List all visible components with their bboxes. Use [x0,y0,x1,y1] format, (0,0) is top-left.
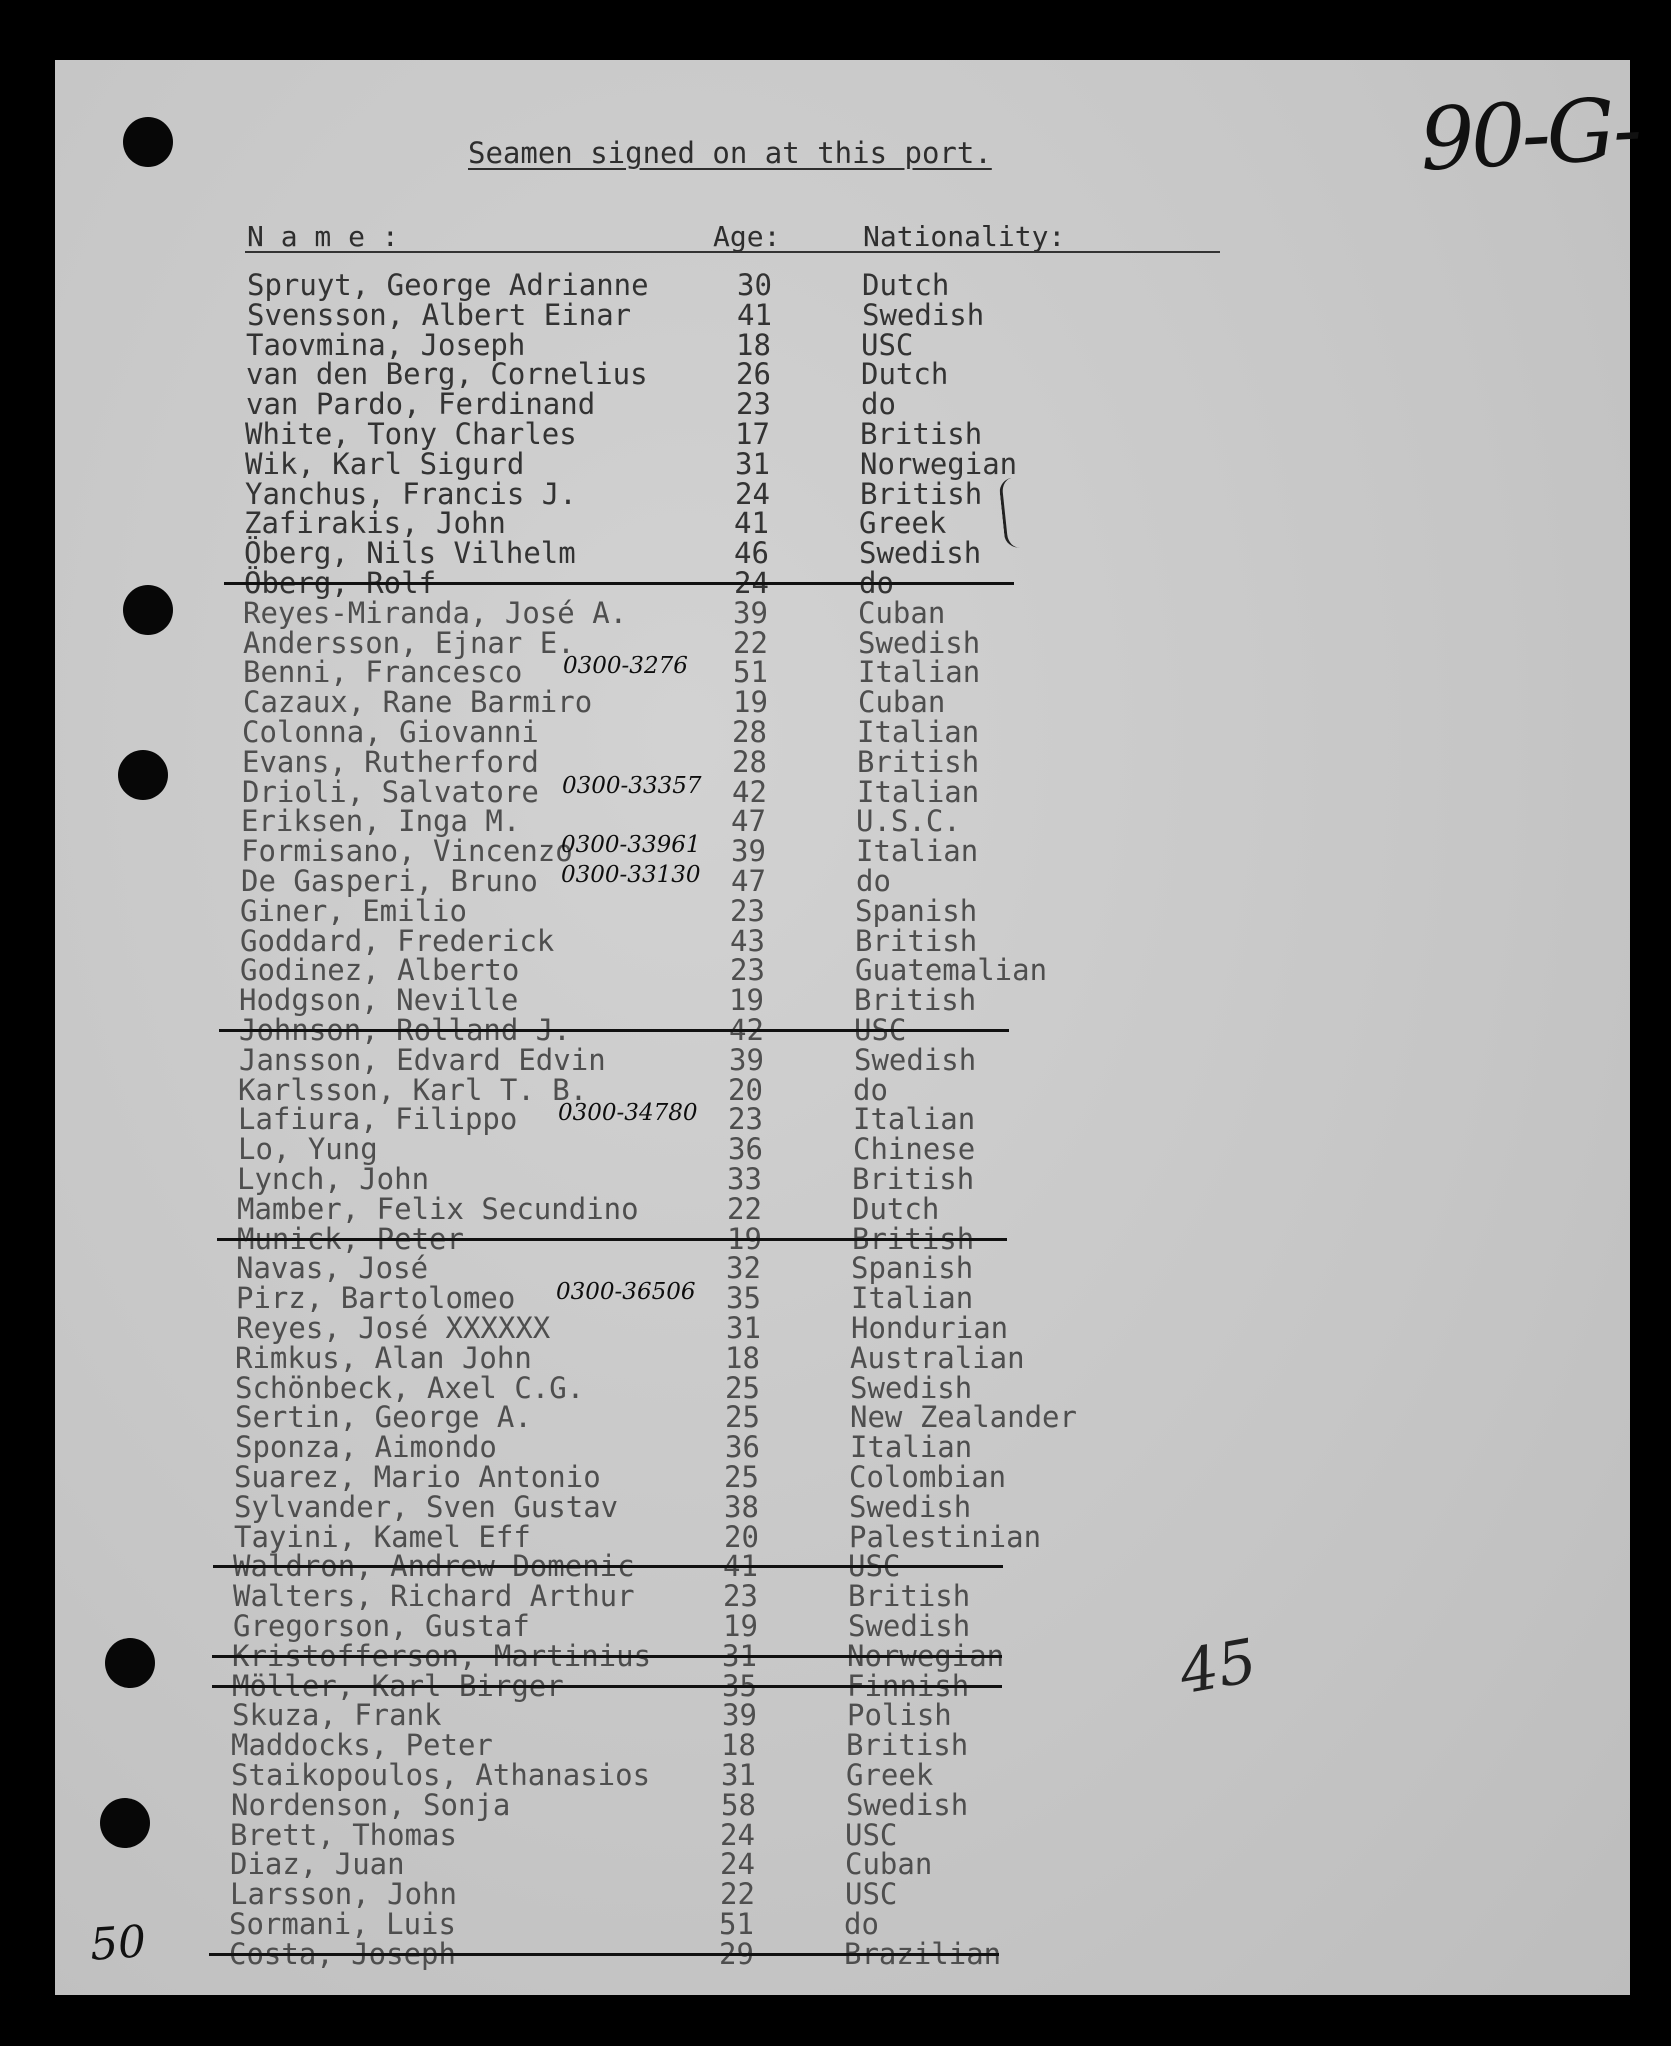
seaman-name: Wik, Karl Sigurd [245,447,525,481]
table-row [241,804,1141,838]
seaman-name: Formisano, Vincenzo [241,834,573,868]
seaman-name: Karlsson, Karl T. B. [238,1073,588,1107]
handwritten-reference-number: 0300-33961 [561,832,701,858]
seaman-nationality: Colombian [849,1460,1007,1494]
seaman-age: 51 [719,1907,754,1941]
seaman-nationality: USC [848,1549,901,1583]
handwritten-page-number: 50 [88,1916,148,1971]
seaman-name: Jansson, Edvard Edvin [239,1043,606,1077]
seaman-name: Zafirakis, John [244,506,506,540]
handwritten-reference-number: 0300-3276 [563,653,688,679]
seaman-nationality: do [856,864,891,898]
seaman-nationality: Swedish [846,1788,969,1822]
seaman-age: 23 [728,1102,763,1136]
table-row [239,1013,1139,1047]
table-row [238,1132,1138,1166]
seaman-age: 25 [725,1400,760,1434]
seaman-nationality: do [861,387,896,421]
table-row [243,596,1143,630]
seaman-nationality: Greek [859,506,947,540]
table-row [235,1371,1135,1405]
seaman-nationality: Polish [847,1698,952,1732]
seaman-age: 24 [720,1847,755,1881]
punch-hole [123,585,173,635]
table-row [247,298,1147,332]
seaman-age: 24 [734,566,769,600]
table-row [234,1490,1134,1524]
seaman-age: 23 [730,894,765,928]
seaman-nationality: Cuban [858,596,946,630]
strikethrough-line [224,582,1014,585]
seaman-nationality: Guatemalian [855,953,1048,987]
strikethrough-line [217,1238,1007,1241]
handwritten-reference-number: 0300-33357 [562,773,702,799]
table-row [230,1847,1130,1881]
table-row [229,1907,1129,1941]
seaman-name: Godinez, Alberto [240,953,520,987]
table-row [237,1192,1137,1226]
seaman-nationality: Swedish [849,1490,972,1524]
seaman-name: Johnson, Rolland J. [239,1013,571,1047]
table-row [238,1073,1138,1107]
seaman-age: 38 [724,1490,759,1524]
seaman-nationality: USC [861,328,914,362]
seaman-nationality: Italian [851,1281,974,1315]
seaman-age: 22 [727,1192,762,1226]
seaman-nationality: British [846,1728,969,1762]
table-row [246,387,1146,421]
seaman-nationality: Greek [846,1758,934,1792]
seaman-age: 19 [729,983,764,1017]
table-row [235,1430,1135,1464]
seaman-name: Svensson, Albert Einar [247,298,632,332]
header-rule [245,251,1220,253]
table-row [240,924,1140,958]
seaman-nationality: Palestinian [849,1520,1042,1554]
seaman-age: 39 [729,1043,764,1077]
seaman-age: 36 [725,1430,760,1464]
seaman-nationality: do [853,1073,888,1107]
punch-hole [123,117,173,167]
seaman-age: 31 [735,447,770,481]
seaman-nationality: Dutch [852,1192,940,1226]
seaman-age: 26 [736,357,771,391]
table-row [242,745,1142,779]
seaman-nationality: Italian [858,655,981,689]
table-row [237,1222,1137,1256]
table-row [234,1460,1134,1494]
seaman-age: 31 [722,1639,757,1673]
seaman-nationality: Italian [857,715,980,749]
seaman-nationality: do [859,566,894,600]
table-row [235,1400,1135,1434]
seaman-name: Andersson, Ejnar E. [243,626,575,660]
seaman-age: 42 [732,775,767,809]
seaman-name: Möller, Karl Birger [232,1669,564,1703]
seaman-name: Larsson, John [230,1877,457,1911]
seaman-name: Mamber, Felix Secundino [237,1192,639,1226]
punch-hole [100,1798,150,1848]
seaman-name: Waldron, Andrew Domenic [233,1549,635,1583]
seaman-nationality: U.S.C. [856,804,961,838]
seaman-nationality: USC [845,1818,898,1852]
seaman-name: Yanchus, Francis J. [245,477,577,511]
seaman-nationality: British [860,477,983,511]
seaman-name: Öberg, Rolf [244,566,437,600]
table-row [242,773,1142,809]
table-row [239,1043,1139,1077]
document-title: Seamen signed on at this port. [468,136,992,170]
seaman-age: 23 [730,953,765,987]
table-row [241,832,1141,868]
table-row [246,328,1146,362]
seaman-name: Evans, Rutherford [242,745,539,779]
seaman-name: Gregorson, Gustaf [233,1609,530,1643]
table-row [230,1818,1130,1852]
seaman-age: 19 [727,1222,762,1256]
seaman-age: 51 [733,655,768,689]
seaman-age: 39 [722,1698,757,1732]
seaman-name: Kristofferson, Martinius [232,1639,652,1673]
seaman-age: 22 [733,626,768,660]
seaman-age: 31 [721,1758,756,1792]
seaman-age: 29 [719,1937,754,1971]
seaman-nationality: British [860,417,983,451]
seaman-name: Walters, Richard Arthur [233,1579,635,1613]
table-row [245,447,1145,481]
seaman-age: 41 [734,506,769,540]
table-row [247,268,1147,302]
seaman-nationality: Italian [856,834,979,868]
seaman-nationality: Swedish [850,1371,973,1405]
seaman-nationality: New Zealander [850,1400,1077,1434]
table-row [246,357,1146,391]
seaman-nationality: Norwegian [860,447,1018,481]
table-row [229,1937,1129,1971]
seaman-nationality: Finnish [847,1669,970,1703]
table-row [232,1698,1132,1732]
seaman-nationality: Hondurian [851,1311,1009,1345]
strikethrough-line [219,1029,1009,1032]
table-row [239,983,1139,1017]
seaman-age: 17 [735,417,770,451]
seaman-age: 47 [731,864,766,898]
seaman-nationality: Swedish [848,1609,971,1643]
seaman-name: Sertin, George A. [235,1400,532,1434]
seaman-age: 39 [731,834,766,868]
seaman-age: 35 [726,1281,761,1315]
table-row [243,685,1143,719]
seaman-age: 39 [733,596,768,630]
seaman-nationality: Swedish [862,298,985,332]
seaman-age: 30 [737,268,772,302]
table-row [244,566,1144,600]
table-row [240,894,1140,928]
seaman-nationality: Swedish [859,536,982,570]
seaman-name: Sylvander, Sven Gustav [234,1490,619,1524]
seaman-age: 43 [730,924,765,958]
seaman-name: Hodgson, Neville [239,983,519,1017]
seaman-name: Taovmina, Joseph [246,328,526,362]
seaman-name: Lynch, John [237,1162,430,1196]
seaman-age: 41 [737,298,772,332]
seaman-name: Diaz, Juan [230,1847,405,1881]
seaman-name: De Gasperi, Bruno [241,864,538,898]
seaman-name: Lafiura, Filippo [238,1102,518,1136]
table-row [230,1877,1130,1911]
seaman-nationality: Swedish [854,1043,977,1077]
seaman-age: 28 [732,745,767,779]
seaman-nationality: Chinese [853,1132,976,1166]
seaman-name: Rimkus, Alan John [235,1341,532,1375]
header-age: Age: [713,220,781,253]
seaman-age: 24 [720,1818,755,1852]
table-row [231,1758,1131,1792]
seaman-name: Goddard, Frederick [240,924,555,958]
seaman-nationality: do [844,1907,879,1941]
seaman-nationality: British [852,1162,975,1196]
seaman-age: 25 [725,1371,760,1405]
header-nationality: Nationality: [863,220,1066,253]
seaman-name: Reyes, José XXXXXX [236,1311,551,1345]
table-row [236,1311,1136,1345]
seaman-age: 25 [724,1460,759,1494]
strikethrough-line [213,1565,1003,1568]
strikethrough-line [212,1685,1002,1688]
seaman-age: 33 [727,1162,762,1196]
seaman-name: Staikopoulos, Athanasios [231,1758,651,1792]
seaman-age: 58 [721,1788,756,1822]
seaman-nationality: Cuban [845,1847,933,1881]
handwritten-tally: 45 [1174,1625,1262,1709]
seaman-nationality: Swedish [858,626,981,660]
seaman-age: 18 [721,1728,756,1762]
table-row [241,862,1141,898]
seaman-name: Brett, Thomas [230,1818,457,1852]
table-row [242,715,1142,749]
table-row [237,1162,1137,1196]
seaman-name: Öberg, Nils Vilhelm [244,536,576,570]
table-row [232,1639,1132,1673]
seaman-name: Skuza, Frank [232,1698,442,1732]
table-row [233,1609,1133,1643]
seaman-name: Giner, Emilio [240,894,467,928]
table-row [232,1669,1132,1703]
seaman-age: 19 [723,1609,758,1643]
seaman-name: Drioli, Salvatore [242,775,539,809]
seaman-age: 46 [734,536,769,570]
table-row [233,1549,1133,1583]
seaman-name: Pirz, Bartolomeo [236,1281,516,1315]
seaman-nationality: Norwegian [847,1639,1005,1673]
table-row [238,1100,1138,1136]
seaman-nationality: Spanish [851,1251,974,1285]
seaman-name: Costa, Joseph [229,1937,456,1971]
table-row [236,1251,1136,1285]
seaman-age: 23 [723,1579,758,1613]
seaman-name: Sponza, Aimondo [235,1430,497,1464]
seaman-name: van den Berg, Cornelius [246,357,648,391]
seaman-age: 32 [726,1251,761,1285]
seaman-nationality: Italian [857,775,980,809]
seaman-age: 20 [728,1073,763,1107]
seaman-nationality: Cuban [858,685,946,719]
seaman-age: 18 [725,1341,760,1375]
seaman-name: Nordenson, Sonja [231,1788,511,1822]
seaman-nationality: Spanish [855,894,978,928]
seaman-age: 23 [736,387,771,421]
table-row [235,1341,1135,1375]
seaman-nationality: British [855,924,978,958]
seaman-nationality: Italian [853,1102,976,1136]
seaman-nationality: Italian [850,1430,973,1464]
seaman-name: Suarez, Mario Antonio [234,1460,601,1494]
seaman-nationality: British [852,1222,975,1256]
seaman-age: 18 [736,328,771,362]
seaman-age: 41 [723,1549,758,1583]
seaman-name: Reyes-Miranda, José A. [243,596,628,630]
seaman-name: Schönbeck, Axel C.G. [235,1371,585,1405]
seaman-age: 19 [733,685,768,719]
seaman-age: 42 [729,1013,764,1047]
seaman-nationality: British [857,745,980,779]
seaman-age: 28 [732,715,767,749]
seaman-name: Cazaux, Rane Barmiro [243,685,593,719]
table-row [231,1728,1131,1762]
seaman-name: Munick, Peter [237,1222,464,1256]
seaman-age: 47 [731,804,766,838]
handwritten-reference-number: 0300-33130 [561,862,701,888]
handwritten-reference-number: 0300-34780 [558,1100,698,1126]
seaman-name: Tayini, Kamel Eff [234,1520,531,1554]
seaman-name: Maddocks, Peter [231,1728,493,1762]
seaman-nationality: British [854,983,977,1017]
seaman-age: 31 [726,1311,761,1345]
table-row [233,1579,1133,1613]
table-row [231,1788,1131,1822]
table-row [245,417,1145,451]
handwritten-file-mark: 90-G- [1417,79,1641,191]
seaman-name: Navas, José [236,1251,429,1285]
seaman-name: Benni, Francesco [243,655,523,689]
seaman-age: 22 [720,1877,755,1911]
punch-hole [105,1638,155,1688]
strikethrough-line [209,1953,999,1956]
table-row [243,653,1143,689]
seaman-age: 20 [724,1520,759,1554]
handwritten-reference-number: 0300-36506 [556,1279,696,1305]
table-row [234,1520,1134,1554]
seaman-name: Colonna, Giovanni [242,715,539,749]
header-name: N a m e : [247,220,399,253]
seaman-name: Spruyt, George Adrianne [247,268,649,302]
seaman-name: Lo, Yung [238,1132,378,1166]
punch-hole [118,750,168,800]
seaman-name: Sormani, Luis [229,1907,456,1941]
seaman-name: Eriksen, Inga M. [241,804,521,838]
seaman-nationality: British [848,1579,971,1613]
seaman-nationality: USC [854,1013,907,1047]
seaman-nationality: Dutch [861,357,949,391]
table-row [236,1279,1136,1315]
seaman-nationality: USC [845,1877,898,1911]
strikethrough-line [212,1655,1002,1658]
seaman-nationality: Brazilian [844,1937,1002,1971]
seaman-nationality: Dutch [862,268,950,302]
seaman-age: 35 [722,1669,757,1703]
table-row [243,626,1143,660]
seaman-name: van Pardo, Ferdinand [246,387,596,421]
seaman-age: 36 [728,1132,763,1166]
seaman-age: 24 [735,477,770,511]
seaman-name: White, Tony Charles [245,417,577,451]
table-row [240,953,1140,987]
seaman-nationality: Australian [850,1341,1025,1375]
